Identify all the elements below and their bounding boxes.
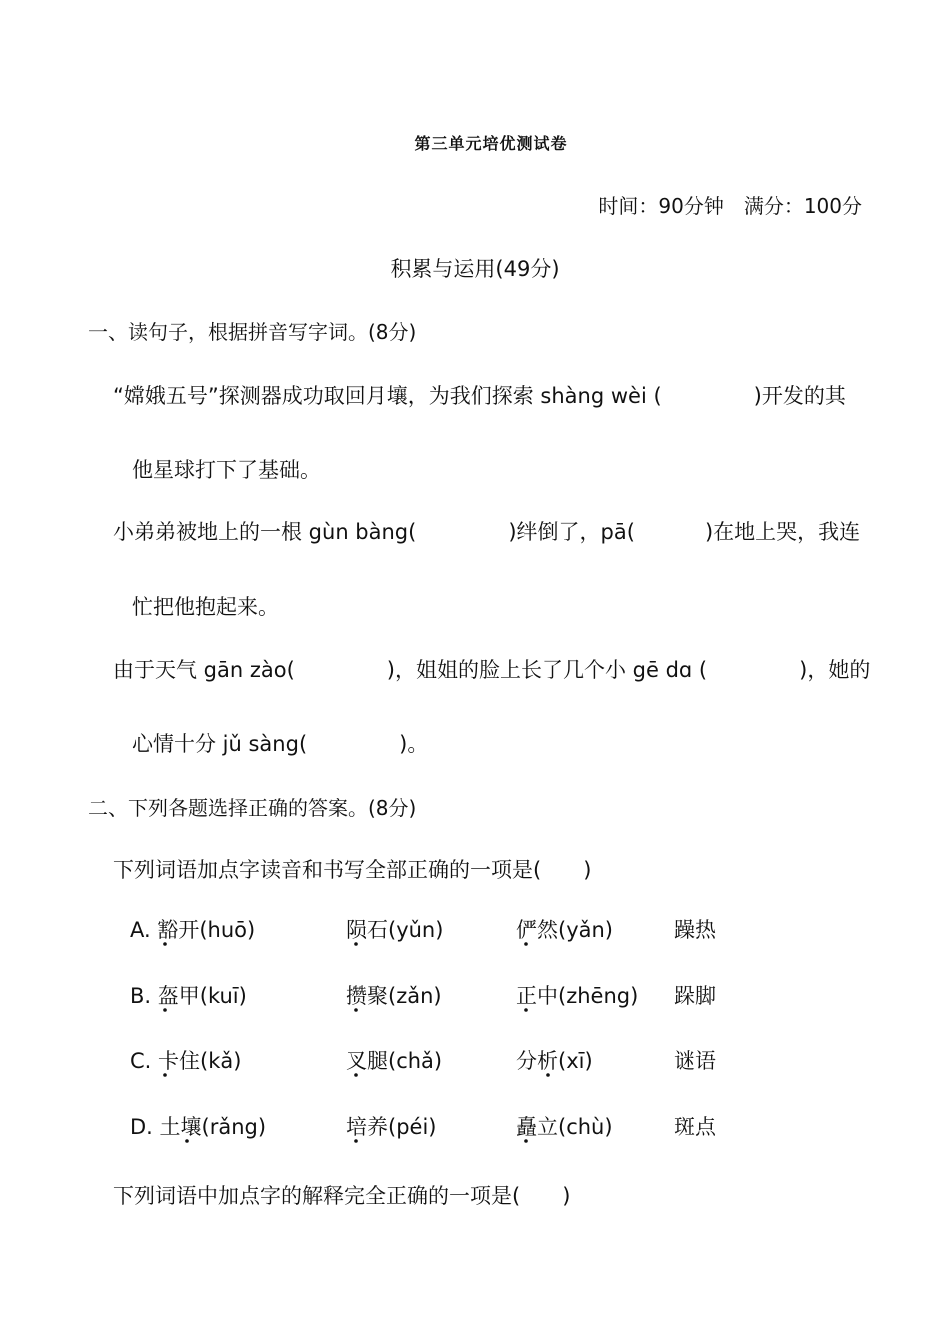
option-d-col3: 矗立(chù) — [516, 1115, 613, 1139]
option-b-col1[interactable]: B. 盔甲(kuī) — [130, 984, 247, 1008]
sentence-continuation: 忙把他抱起来。 — [132, 595, 279, 619]
emphasis-dot — [354, 942, 358, 946]
sentence-text: “嫦娥五号”探测器成功取回月壤，为我们探索 shàng wèi ( — [113, 384, 662, 408]
exam-meta: 时间：90分钟 满分：100分 — [598, 194, 862, 218]
option-c-col2: 叉腿(chǎ) — [346, 1049, 443, 1073]
q1-heading: 一、读句子，根据拼音写字词。(8分) — [88, 320, 417, 344]
sentence-text: )。 — [399, 732, 429, 756]
sentence-text: )在地上哭，我连 — [704, 520, 861, 544]
option-a-col3: 俨然(yǎn) — [516, 918, 613, 942]
option-a-col2: 陨石(yǔn) — [346, 918, 444, 942]
option-d-col2: 培养(péi) — [346, 1115, 437, 1139]
option-b-col3: 正中(zhēng) — [516, 984, 639, 1008]
q2-heading: 二、下列各题选择正确的答案。(8分) — [88, 796, 417, 820]
emphasis-dot — [354, 1008, 358, 1012]
option-b-col2: 攒聚(zǎn) — [346, 984, 442, 1008]
sentence-text: )开发的其 — [753, 384, 846, 408]
sentence-text: )绊倒了，pā( — [508, 520, 635, 544]
emphasis-dot — [524, 942, 528, 946]
emphasis-dot — [524, 1139, 528, 1143]
option-b-col4: 跺脚 — [674, 984, 716, 1008]
emphasis-dot — [163, 942, 167, 946]
emphasis-dot — [185, 1139, 189, 1143]
q2-sub-question-2: 下列词语中加点字的解释完全正确的一项是( ) — [113, 1184, 571, 1208]
sentence-continuation: 他星球打下了基础。 — [132, 458, 321, 482]
emphasis-dot — [546, 1073, 550, 1077]
option-c-col4: 谜语 — [674, 1049, 716, 1073]
emphasis-dot — [163, 1073, 167, 1077]
sentence-text: )，姐姐的脸上长了几个小 gē dɑ ( — [386, 658, 708, 682]
sentence-text: 小弟弟被地上的一根 gùn bàng( — [113, 520, 417, 544]
option-a-col1[interactable]: A. 豁开(huō) — [130, 918, 256, 942]
page-title: 第三单元培优测试卷 — [414, 134, 568, 153]
option-c-col1[interactable]: C. 卡住(kǎ) — [130, 1049, 242, 1073]
option-d-col1[interactable]: D. 土壤(rǎng) — [130, 1115, 267, 1139]
q2-sub-question-1: 下列词语加点字读音和书写全部正确的一项是( ) — [113, 858, 592, 882]
sentence-text: 由于天气 gān zào( — [113, 658, 295, 682]
option-c-col3: 分析(xī) — [516, 1049, 593, 1073]
sentence-text: )，她的 — [799, 658, 871, 682]
option-d-col4: 斑点 — [674, 1115, 716, 1139]
emphasis-dot — [163, 1008, 167, 1012]
emphasis-dot — [524, 1008, 528, 1012]
sentence-text: 心情十分 jǔ sàng( — [132, 732, 308, 756]
emphasis-dot — [354, 1139, 358, 1143]
option-a-col4: 躁热 — [674, 918, 716, 942]
section-title: 积累与运用(49分) — [390, 257, 560, 281]
emphasis-dot — [354, 1073, 358, 1077]
